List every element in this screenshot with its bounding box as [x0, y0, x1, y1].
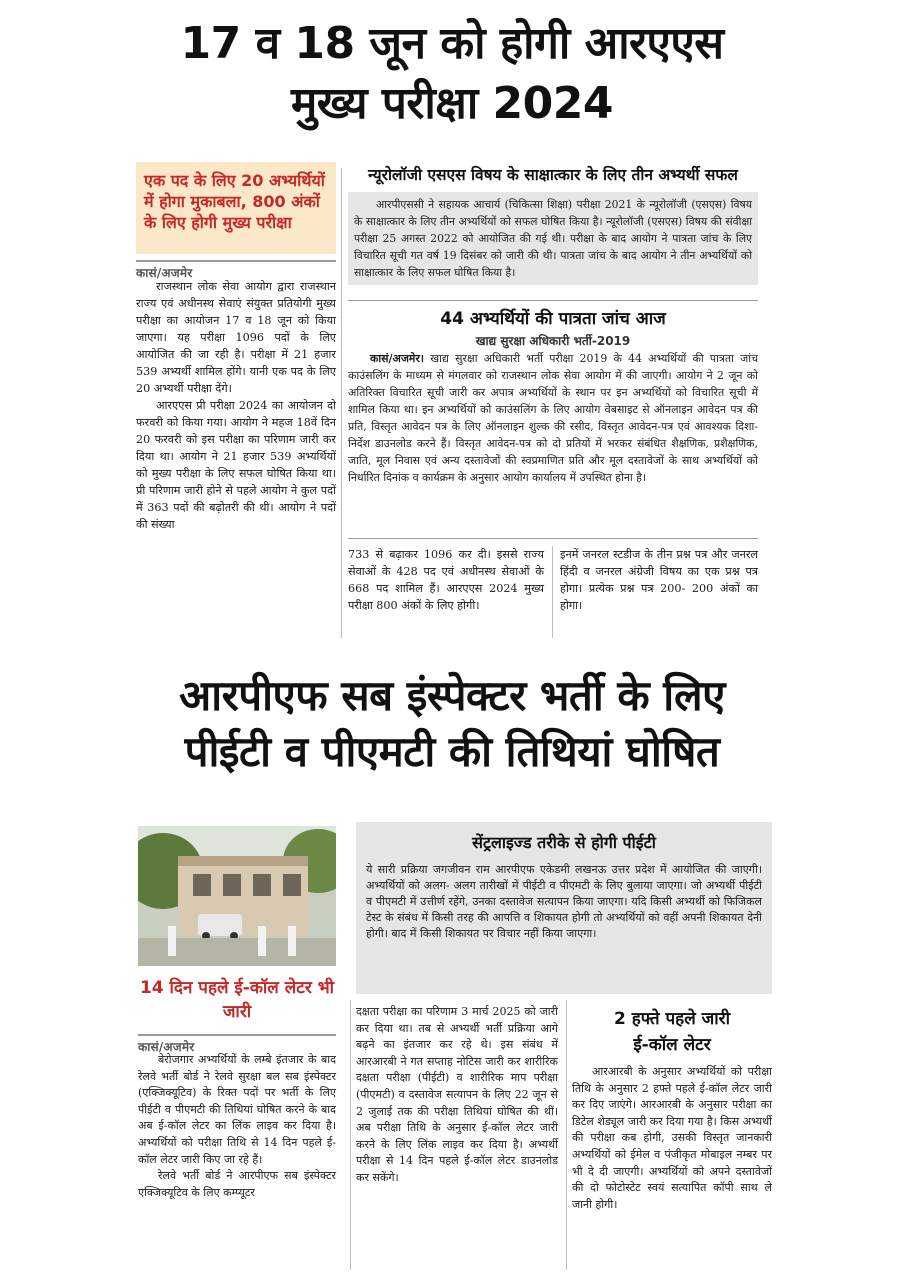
neuro-text: आरपीएससी ने सहायक आचार्य (चिकित्सा शिक्षा) परीक्षा 2021 के न्यूरोलॉजी (एसएस) विषय के साक्षात्कार के लिए तीन अभ्यर्थियों को सफल घोषित किया है। न्यूरोलॉजी (एसएस) विषय की संवीक्षा परीक्षा 25 अगस्त 2022 को आयोजित की गई थी। परीक्षा के बाद आयोग ने पात्रता जांच के लिए विचारित सूची गत वर्ष 19 दिसंबर को जारी की थी। पात्रता जांच के बाद आयोग ने तीन अभ्यर्थियों को साक्षात्कार के लिए सफल घोषित किया है। [354, 198, 752, 279]
rpf-dateline: कासं/अजमेर [138, 1034, 336, 1055]
rpf-left-body [138, 1052, 336, 1201]
food-kicker: खाद्य सुरक्षा अधिकारी भर्ती-2019 [475, 334, 631, 348]
ras-para1: राजस्थान लोक सेवा आयोग द्वारा राजस्थान राज्य एवं अधीनस्थ सेवाएं संयुक्त प्रतियोगी मुख्य परीक्षा का आयोजन 17 व 18 जून को किया जाएगा। यह परीक्षा 1096 पदों के लिए आयोजित की जा रही है। परीक्षा में 21 हजार 539 अभ्यर्थी शामिल होंगे। यानी एक पद के लिए 20 अभ्यर्थी परीक्षा देंगे। [136, 280, 336, 395]
food-body [348, 350, 758, 486]
central-box [356, 822, 772, 994]
column-rule [552, 546, 553, 638]
ras-para2: आरएएस प्री परीक्षा 2024 का आयोजन दो फरवरी को किया गया। आयोग ने महज 18वें दिन 20 फरवरी को इस परीक्षा का परिणाम जारी कर दिया था। आयोग ने 21 हजार 539 अभ्यर्थियों को मुख्य परीक्षा के लिए सफल घोषित किया था। प्री परिणाम जारी होने से पहले आयोग ने कुल पदों में 363 पदों की बढ़ोतरी की थी। आयोग ने पदों की संख्या [136, 399, 336, 531]
headline-ras-line1: 17 व 18 जून को होगी आरएएस [180, 18, 724, 69]
column-rule [350, 1000, 351, 1270]
headline-rpf-line1: आरपीएफ सब इंस्पेक्टर भर्ती के लिए [179, 671, 725, 720]
headline-rpf-line2: पीईटी व पीएमटी की तिथियां घोषित [184, 727, 720, 776]
neuro-body [348, 192, 758, 285]
food-dateline: कासं/अजमेर। [370, 352, 425, 365]
rpf-right-heading [572, 1006, 772, 1058]
rpf-right-heading-2: ई-कॉल लेटर [633, 1035, 711, 1055]
food-text: खाद्य सुरक्षा अधिकारी भर्ती परीक्षा 2019 के 44 अभ्यर्थियों की पात्रता जांच काउंसलिंग के माध्यम से मंगलवार को राजस्थान लोक सेवा आयोग में की जाएगी। आयोग ने 2 जून को अतिरिक्त विचारित सूची जारी कर अपात्र अभ्यर्थियों के स्थान पर इन अभ्यर्थियों को विचारित सूची में शामिल किया था। इन अभ्यर्थियों को काउंसलिंग के लिए आयोग वेबसाइट से ऑनलाइन आवेदन पत्र की प्रति, विस्तृत आवेदन पत्र के लिए ऑनलाइन शुल्क की रसीद, विस्तृत आवेदन-पत्र एवं आवश्यक दिशा-निर्देश डाउनलोड करने हैं। विस्तृत आवेदन-पत्र को दो प्रतियों में भरकर संबंधित शैक्षणिक, प्रशैक्षणिक, जाति, मूल निवास एवं अन्य दस्तावेजों की स्वप्रमाणित प्रति और मूल दस्तावेजों के साथ अभ्यर्थियों को निर्धारित दिनांक व कार्यक्रम के अनुसार आयोग कार्यालय में उपस्थित होना है। [348, 352, 758, 484]
rpf-para1: बेरोजगार अभ्यर्थियों के लम्बे इंतजार के बाद रेलवे भर्ती बोर्ड ने रेलवे सुरक्षा बल सब इंस्पेक्टर (एक्जिक्यूटिव) के रिक्त पदों पर भर्ती के लिए पीईटी व पीएमटी की तिथियां घोषित करने के बाद अब ई-कॉल लेटर का लिंक लाइव कर दिया है। अभ्यर्थियों को परीक्षा तिथि से 14 दिन पहले ई-कॉल लेटर जारी किए जा रहे हैं। [138, 1053, 336, 1166]
rpf-para2: रेलवे भर्ती बोर्ड ने आरपीएफ सब इंस्पेक्टर एक्जिक्यूटिव के लिए कम्प्यूटर [138, 1169, 336, 1199]
ras-cont1: 733 से बढ़ाकर 1096 कर दी। इससे राज्य सेवाओं के 428 पद एवं अधीनस्थ सेवाओं के 668 पद शामिल हैं। आरएएस 2024 मुख्य परीक्षा 800 अंकों के लिए होगी। [348, 548, 544, 612]
central-body [356, 854, 772, 942]
ras-continuation-1 [348, 546, 544, 614]
food-heading: 44 अभ्यर्थियों की पात्रता जांच आज [440, 309, 666, 329]
rpf-right-body [572, 1064, 772, 1213]
ras-dateline: कासं/अजमेर [136, 260, 336, 281]
rpf-right-text: आरआरबी के अनुसार अभ्यर्थियों को परीक्षा तिथि के अनुसार 2 हफ्ते पहले ई-कॉल लेटर जारी कर दिए जाएंगे। आरआरबी के अनुसार परीक्षा का डिटेल शेड्यूल जारी कर दिया गया है। किस अभ्यर्थी की परीक्षा कब होगी, उसकी विस्तृत जानकारी अभ्यर्थियों को ईमेल व पंजीकृत मोबाइल नम्बर पर भी दे दी जाएगी। अभ्यर्थियों को अपने दस्तावेजों की दो फोटोस्टेट स्वयं सत्यापित कॉपी साथ ले जानी होगी। [572, 1065, 772, 1211]
headline-ras-line2: मुख्य परीक्षा 2024 [291, 78, 613, 129]
ras-continuation-2 [560, 546, 758, 614]
rpf-right-heading-1: 2 हफ्ते पहले जारी [613, 1009, 731, 1029]
neuro-heading: न्यूरोलॉजी एसएस विषय के साक्षात्कार के लिए तीन अभ्यर्थी सफल [368, 166, 738, 184]
rpf-mid-body [356, 1004, 558, 1187]
central-heading: सेंट्रलाइज्ड तरीके से होगी पीईटी [472, 833, 656, 852]
ras-kicker: एक पद के लिए 20 अभ्यर्थियों में होगा मुकाबला, 800 अंकों के लिए होगी मुख्य परीक्षा [136, 162, 336, 254]
building-image [138, 826, 336, 966]
rpf-mid-text: दक्षता परीक्षा का परिणाम 3 मार्च 2025 को जारी कर दिया था। तब से अभ्यर्थी भर्ती प्रक्रिया आगे बढ़ने का इंतजार कर रहे थे। इस संबंध में आरआरबी ने गत सप्ताह नोटिस जारी कर शारीरिक दक्षता परीक्षा (पीईटी) व शारीरिक माप परीक्षा (पीएमटी) व दस्तावेज सत्यापन के लिए 22 जून से 2 जुलाई तक की परीक्षा तिथियां घोषित की थीं। अब परीक्षा तिथि के अनुसार ई-कॉल लेटर जारी करने के लिए लिंक लाइव कर दिया है। अभ्यर्थी परीक्षा से 14 दिन पहले ई-कॉल लेटर डाउनलोड कर सकेंगे। [356, 1005, 558, 1184]
rpf-red-heading: 14 दिन पहले ई-कॉल लेटर भी जारी [139, 978, 335, 1022]
column-rule [566, 1000, 567, 1270]
divider [348, 300, 758, 301]
ras-cont2: इनमें जनरल स्टडीज के तीन प्रश्न पत्र और जनरल हिंदी व जनरल अंग्रेजी विषय का एक प्रश्न पत्र होगा। प्रत्येक प्रश्न पत्र 200- 200 अंकों का होगा। [560, 548, 758, 612]
headline-rpf [0, 668, 904, 780]
ras-body [136, 278, 336, 533]
headline-ras [0, 14, 904, 134]
rpf-photo [138, 826, 336, 966]
divider [348, 538, 758, 539]
column-rule [341, 168, 342, 638]
central-text: ये सारी प्रक्रिया जगजीवन राम आरपीएफ एकेडमी लखनऊ उत्तर प्रदेश में आयोजित की जाएगी। अभ्यर्थियों को अलग- अलग तारीखों में पीईटी व पीएमटी के लिए बुलाया जाएगा। जो अभ्यर्थी पीईटी व पीएमटी में उत्तीर्ण रहेंगे, उनका दस्तावेज सत्यापन किया जाएगा। यदि किसी अभ्यर्थी को फिजिकल टेस्ट के संबंध में किसी तरह की आपत्ति व शिकायत होगी तो अभ्यर्थियों को वहीं अपनी शिकायत देनी होगी। बाद में किसी शिकायत पर विचार नहीं किया जाएगा। [366, 863, 762, 940]
